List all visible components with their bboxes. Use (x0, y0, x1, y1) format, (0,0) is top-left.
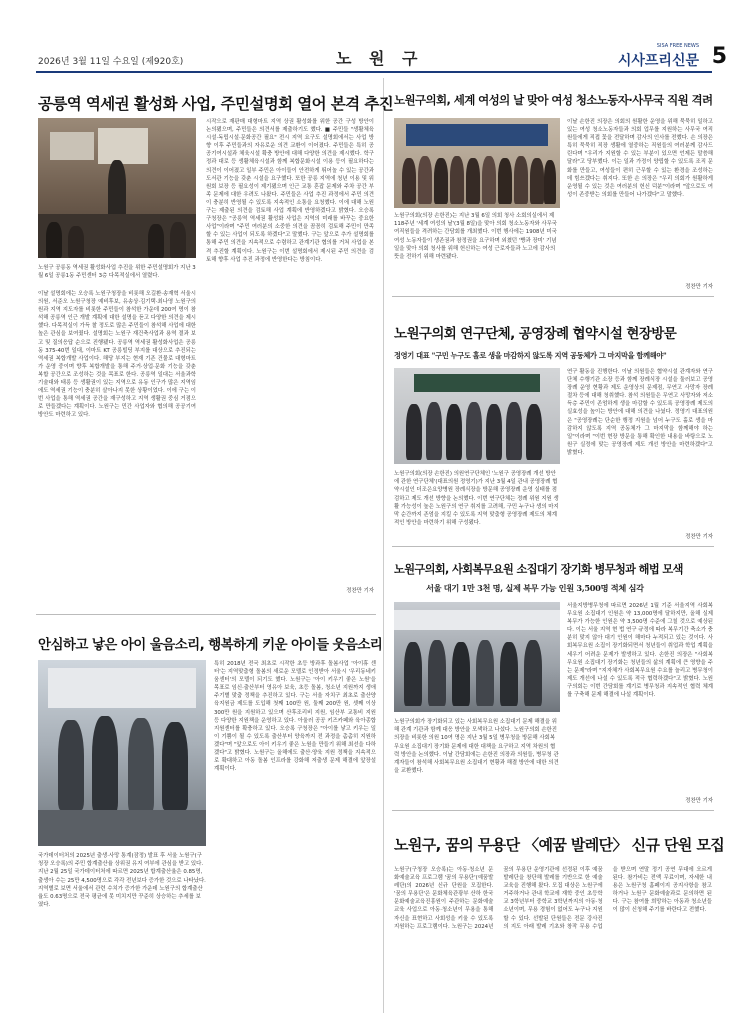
article-1-photo (38, 118, 196, 258)
article-1-body-right: 시작으로 재판매 대형마트 지역 상권 활성화를 위한 공간 구성 방안이 논의됐으며, 주민들은 의견서를 제출하기도 했다. ■ 주민들 "생활체육시설·독립시설·문화공간 필요" 전시 지역 요구도 설명회에서는 사업 방향 이후 주민들과의 자유로운 의견 교환이 이어졌다. 주민들은 특히 공공기여시설과 체육시설 확충 방안에 대해 다양한 의견을 제시했다. 학구정과 대로 등 생활체육시설과 함께 복합문화시설 이용 등이 필요하다는 의견이 이어졌고 일부 주민은 아이들이 안전하게 뛰어놀 수 있는 공간과 도서관 기능을 갖춘 시설을 요구했다. 또한 공릉 지역에 청년 이용 및 위원회 보장 등 필요성이 제기됐으며 인근 교통 혼잡 문제와 주차 공간 부족 문제에 대한 우려도 나왔다. 주민들은 사업 추진 과정에서 주민 의견이 충분히 반영될 수 있도록 지속적인 소통을 요청했다. 이에 대해 노원구는 제출된 의견을 검토해 사업 계획에 반영하겠다고 밝혔다. 오승록 구청장은 "공릉역 역세권 활성화 사업은 지역의 미래를 바꾸는 중요한 사업"이라며 "주민 여러분의 소중한 의견을 꼼꼼히 검토해 주민이 만족할 수 있는 사업이 되도록 하겠다"고 말했다. 구는 앞으로 추가 설명회를 통해 주민 의견을 지속적으로 수렴하고 관계기관 협의를 거쳐 사업을 본격 추진할 계획이다. 노원구는 이번 설명회에서 제시된 주민 의견을 검토해 향후 사업 추진 과정에 반영한다는 방침이다. (206, 119, 374, 263)
article-4-subheadline: 서울 대기 1만 3천 명, 실제 복무 가능 인원 3,500명 적체 심각 (426, 583, 644, 593)
article-5-headline: 안심하고 낳은 아이 울음소리, 행복하게 키운 아이들 웃음소리 (38, 637, 383, 653)
brand-subtitle: SISA FREE NEWS (656, 43, 699, 49)
column-divider (383, 78, 384, 1013)
brand-logo: 시사프리신문 (617, 53, 699, 69)
article-3-headline: 노원구의회 연구단체, 공영장례 협약시설 현장방문 (394, 326, 677, 342)
article-3-caption: 노원구의회(의장 손한진) 의원연구단체인 '노원구 공영장례 개선 방안에 관한 연구단체'(대표의원 정영기)가 지난 3월 4일 관내 공영장례 협약시설인 더조은요양병원 장례식장을 방문해 공영장례 운영 실태를 점검하고 제도 개선 방향을 논의했다. 이번 연구단체는 정례 위원 지원 생활 가능성이 높은 노원구의 연구 취지를 고려해, 구민 누구나 생의 마지막 순간까지 존엄을 지킬 수 있도록 지역 맞춤형 공영장례 제도의 체계적인 방안을 마련하기 위해 구성됐다. (394, 471, 559, 527)
article-5-photo (38, 660, 206, 846)
article-4-headline: 노원구의회, 사회복무요원 소집대기 장기화 병무청과 해법 모색 (394, 563, 683, 576)
article-4-photo (394, 602, 560, 712)
article-4-body: 서울지방병무청에 따르면 2026년 1월 기준 서울지역 사회복무요원 소집대기 인원은 약 13,000명에 달하지만, 올해 실제 복무가 가능한 인원은 약 3,500명 수준에 그칠 것으로 예상된다. 이는 서울 지역 현 법 연구 규정에 따라 복무기간 축소가 충분히 맞지 않아 대기 인원이 해마다 누적되고 있는 것이다. 사회복무요원 소집이 장기화되면서 청년들이 취업과 학업 계획을 세우기 어려운 문제가 발생하고 있다. 손한진 의장은 "사회복무요원 소집대기 장기화는 청년들의 삶의 계획에 큰 영향을 주는 문제"라며 "지자체가 사회복무요원 수요를 늘리고 병무청이 제도 개선에 나설 수 있도록 적극 협력하겠다"고 밝혔다. 노원구의회는 이번 간담회를 계기로 병무청과 지속적인 협력 체계를 구축해 문제 해결에 나설 계획이다. (567, 603, 713, 699)
article-1-body-left: 이날 설명회에는 오승록 노원구청장을 비롯해 오길환·송재혁 서울시의원, 서준오 노원구청장 예비후보, 유송상·김기택·최나영 노원구의원과 지역 지도자를 비롯한 주민들이 참석한 가운데 200여 명이 참석해 공릉역 인근 개발 계획에 대한 설명을 듣고 다양한 의견을 제시했다. 다목적실이 가득 찰 정도로 많은 주민들이 참석해 사업에 대한 높은 관심을 보여줬다. 설명회는 노원구 재건축사업과 용역 결과 보고 및 질의응답 순으로 진행됐다. 공릉역 역세권 활성화사업은 공릉동 375-40번 일대, 이마트 KT 공릉빌딩 부지를 대상으로 추진되는 역세권 복합개발 사업이다. 해당 부지는 현재 기존 건물로 대형마트가 운영 중이며 향후 복합개발을 통해 주거·상업·문화 기능을 갖춘 복합 공간으로 조성하는 것을 목표로 한다. 공릉역 일대는 서울과학기술대와 태릉 등 생활권이 있는 지역으로 유동 인구가 많은 지역임에도 역세권 기능이 충분히 살아나지 못한 상황이었다. 이에 구는 이번 사업을 통해 역세권 공간을 재구성하고 지역 생활권 중심 거점으로 만들겠다는 계획이다. 노원구는 민간 사업자와 협의해 공공기여 방안도 마련하고 있다. (38, 291, 196, 419)
article-2-body: 이날 손한진 의장은 의회의 원활한 운영을 위해 묵묵히 일하고 있는 여성 청소노동자들과 의회 업무를 지원하는 사무국 여직원들에게 직접 꽃을 전달하며 감사의 인사를 전했다. 손 의장은 특히 묵묵히 직장 생활에 열중하는 직원들의 여러분께 감사드린다며 "우리가 지원할 수 있는 부분이 있으면 언제든 말씀해 달라"고 당부했다. 이는 일과 가정이 양립할 수 있도록 조직 문화를 만들고, 여성들이 편히 근무할 수 있는 환경을 조성하는 데 힘쓰겠다는 취지다. 또한 손 의장은 "우리 의회가 원활하게 운영될 수 있는 것은 여러분의 헌신 덕분"이라며 "앞으로도 여성이 존중받는 의회를 만들어 나가겠다"고 말했다. (567, 119, 713, 198)
page-number: 5 (711, 44, 727, 69)
article-2-byline: 정찬만 기자 (685, 284, 713, 290)
article-1-byline: 정찬만 기자 (346, 588, 374, 594)
article-6-body: 노원구(구청장 오승록)는 아동·청소년 문화예술교육 프로그램 '꿈의 무용단'(예꿈발레단)의 2026년 신규 단원을 모집한다. '꿈의 무용단'은 문화체육관광부 산하 한국문화예술교육진흥원이 주관하는 문화예술교육 사업으로 아동·청소년이 무용을 통해 자신을 표현하고 사회성을 키울 수 있도록 지원하는 프로그램이다. 노원구는 2024년 꿈의 무용단 운영기관에 선정된 이후 예꿈발레단을 창단해 발레를 기반으로 한 예술교육을 진행해 왔다. 모집 대상은 노원구에 거주하거나 관내 학교에 재학 중인 초등학교 3학년부터 중학교 3학년까지의 아동·청소년이며, 무용 경험이 없어도 누구나 지원할 수 있다. 선발된 단원들은 전문 강사진의 지도 아래 발레 기초와 창작 무용 수업을 받으며 연말 정기 공연 무대에 오르게 된다. 참가비는 전액 무료이며, 자세한 내용은 노원구청 홈페이지 공지사항을 참고하거나 노원구 문화예술과로 문의하면 된다. 구는 참여를 희망하는 아동과 청소년들이 많이 신청해 주기를 바란다고 전했다. (394, 867, 712, 930)
article-2-headline: 노원구의회, 세계 여성의 날 맞아 여성 청소노동자·사무국 직원 격려 (394, 93, 713, 107)
section-title: 노 원 구 (336, 49, 424, 68)
article-4-byline: 정찬만 기자 (685, 798, 713, 804)
article-3-body: 연구 활동을 진행한다. 이날 의원들은 협약시설 관계자와 연구단체 수행기관 소장 등과 함께 장례식장 시설을 둘러보고 공영장례 운영 현황과 제도 운영상의 문제점, 무연고 사망자 장례 절차 등에 대해 청취했다. 참석 의원들은 무연고 사망자와 저소득층 주민이 존엄하게 생을 마감할 수 있도록 공영장례 제도의 실효성을 높이는 방안에 대해 의견을 나눴다. 정영기 대표의원은 "공영장례는 단순한 행정 지원을 넘어 누구도 홀로 생을 마감하지 않도록 지역 공동체가 그 마지막을 함께해야 하는 일"이라며 "이번 현장 방문을 통해 확인한 내용을 바탕으로 노원구 실정에 맞는 공영장례 제도 개선 방안을 마련하겠다"고 밝혔다. (567, 369, 713, 456)
article-5-caption: 국가데이터처의 2025년 출생·사망 통계(잠정) 발표 후 서울 노원구(구청장 오승록)의 주민 합계출산율 상위권 유지 여부에 관심을 받고 있다. 지난 2월 25일 국가데이터처에 따르면 2025년 합계출산율은 0.85명, 출생아 수는 25만 4,500명으로 각각 전년보다 증가한 것으로 나타났다. 지역별로 보면 서울에서 관련 수치가 증가한 가운데 노원구의 합계출산율도 0.63명으로 전국 평균에 못 미치지만 꾸준히 상승하는 추세를 보였다. (38, 853, 206, 909)
article-3-photo (394, 368, 560, 464)
article-2-photo (394, 118, 560, 208)
divider (392, 296, 714, 297)
header-rule (36, 71, 712, 73)
article-3-byline: 정찬만 기자 (685, 534, 713, 540)
article-4-caption: 노원구의회가 장기화되고 있는 사회복무요원 소집대기 문제 해결을 위해 관계 기관과 함께 대응 방안을 모색하고 나섰다. 노원구의회 손한진 의장을 비롯한 의원 10여 명은 지난 3월 5일 병무청을 방문해 사회복무요원 소집대기 장기화 문제에 대한 대책을 요구하고 지역 차원의 협력 방안을 논의했다. 이날 간담회에는 손한진 의장과 의원들, 병무청 관계자들이 참석해 사회복무요원 소집대기 현황과 해결 방안에 대한 의견을 교환했다. (394, 719, 559, 775)
article-6-headline: 노원구, 꿈의 무용단 〈예꿈 발레단〉 신규 단원 모집 (394, 836, 725, 854)
article-1-caption: 노원구 공릉동 역세권 활성화사업 추진을 위한 주민설명회가 지난 3월 6일 공릉1동 주민센터 3층 다목적실에서 열렸다. (38, 265, 196, 280)
divider (36, 614, 376, 615)
divider (392, 546, 714, 547)
article-1-headline: 공릉역 역세권 활성화 사업, 주민설명회 열어 본격 추진 (38, 95, 394, 113)
divider (392, 810, 714, 811)
article-3-subheadline: 정영기 대표 "구민 누구도 홀로 생을 마감하지 않도록 지역 공동체가 그 마지막을 함께해야" (394, 351, 667, 360)
issue-date: 2026년 3월 11일 수요일 (제920호) (38, 57, 184, 67)
article-2-caption: 노원구의회(의장 손한진)는 지난 3월 6일 의회 청사 소회의실에서 제118주년 '세계 여성의 날'(3월 8일)을 맞아 의회 청소노동자와 사무국 여직원들을 격려하는 간담회를 개최했다. 이번 행사에는 1908년 미국 여성 노동자들이 생존권과 참정권을 요구하며 외쳤던 '빵과 장미' 기념일을 맞아 의회 청사를 위해 헌신하는 여성 근로자들과 노고에 감사의 뜻을 전하기 위해 마련됐다. (394, 213, 558, 261)
article-5-body: 특히 2018년 전국 최초로 시작한 초등 방과후 돌봄사업 '아이휴 센터'는 지역맞춤형 돌봄의 새로운 모델로 인정받아 서울시 '우리동네키움센터'의 모델이 되기도 했다. 노원구는 '아이 키우기 좋은 노원'을 목표로 임신·출산부터 영유아 보육, 초등 돌봄, 청소년 지원까지 생애주기별 맞춤 정책을 추진하고 있다. 구는 서울 자치구 최초로 출산양육지원금 제도를 도입해 첫째 100만 원, 둘째 200만 원, 셋째 이상 300만 원을 지원하고 있으며 산후조리비 지원, 임산부 교통비 지원 등 다양한 지원책을 운영하고 있다. 아울러 공공 키즈카페와 육아종합지원센터를 확충하고 있다. 오승록 구청장은 "아이를 낳고 키우는 일이 기쁨이 될 수 있도록 출산부터 양육까지 전 과정을 촘촘히 지원하겠다"며 "앞으로도 아이 키우기 좋은 노원을 만들기 위해 최선을 다하겠다"고 밝혔다. 노원구는 올해에도 출산·양육 지원 정책을 지속적으로 확대하고 아동 돌봄 인프라를 강화해 저출생 문제 해결에 앞장설 계획이다. (214, 661, 376, 773)
